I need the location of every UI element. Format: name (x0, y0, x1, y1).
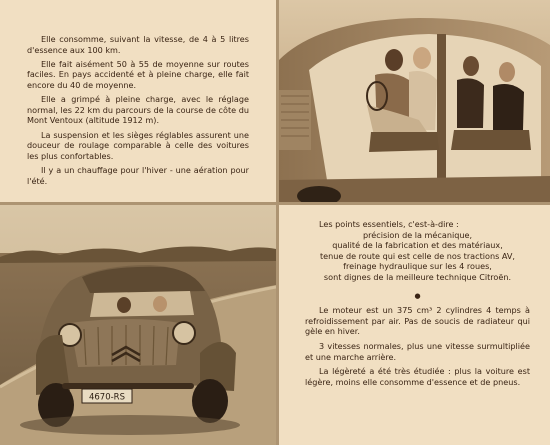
license-plate-text: 4670-RS (88, 392, 126, 403)
list-item: qualité de la fabrication et des matériaux, (332, 240, 503, 251)
lightness-paragraph: La légèreté a été très étudiée : plus la voiture est légère, moins elle consomme d'essence et de pneus. (305, 366, 530, 387)
heating-paragraph: Il y a un chauffage pour l'hiver - une aération pour l'été. (27, 164, 249, 186)
engine-paragraph: Le moteur est un 375 cm³ 2 cylindres 4 temps à refroidissement par air. Pas de soucis de radiateur qui gèle en hiver. (305, 305, 530, 337)
list-item: freinage hydraulique sur les 4 roues, (343, 261, 492, 272)
gears-paragraph: 3 vitesses normales, plus une vitesse surmultipliée et une marche arrière. (305, 340, 530, 362)
list-intro: Les points essentiels, c'est-à-dire : (319, 219, 459, 229)
essential-points-list (305, 219, 530, 283)
top-left-copy (27, 34, 249, 190)
top-left-text-panel (0, 0, 276, 202)
suspension-paragraph: La suspension et les sièges réglables assurent une douceur de roulage comparable à celle des voitures les plus confortables. (27, 129, 249, 161)
interior-passengers-photo (279, 0, 550, 202)
list-item: précision de la mécanique, (362, 229, 473, 240)
list-item: sont dignes de la meilleure technique Citroën. (323, 271, 512, 282)
car-illustration (0, 205, 276, 445)
car-on-road-photo (0, 205, 276, 445)
bottom-right-copy (305, 219, 530, 391)
vertical-divider (276, 0, 279, 445)
bottom-right-text-panel (279, 205, 550, 445)
mont-ventoux-paragraph: Elle a grimpé à pleine charge, avec le réglage normal, les 22 km du parcours de la course de côte du Mont Ventoux (altitude 1912 m). (27, 94, 249, 126)
average-speed-paragraph: Elle fait aisément 50 à 55 de moyenne sur routes faciles. En pays accidenté et à pleine charge, elle fait encore du 40 de moyenne. (27, 58, 249, 90)
bullet-icon: ● (414, 291, 421, 300)
list-item: tenue de route qui est celle de nos tractions AV, (319, 250, 516, 261)
horizontal-divider (0, 202, 550, 205)
interior-illustration (279, 0, 550, 202)
consumption-paragraph: Elle consomme, suivant la vitesse, de 4 à 5 litres d'essence aux 100 km. (27, 34, 249, 55)
